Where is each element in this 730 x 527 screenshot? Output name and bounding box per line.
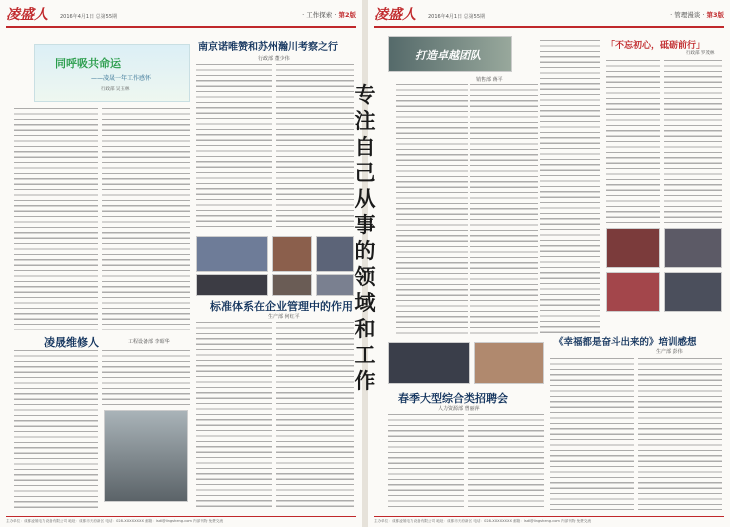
headline-initial-mind: 「不忘初心，砥砺前行」 [606,41,706,51]
left-issue-date: 2016年4月1日 总第55期 [60,14,118,20]
feature-banner-title: 同呼吸共命运 [55,57,121,70]
slogan-char: 从 [354,186,376,211]
training-text-col1 [550,358,634,510]
headline-study-trip: 南京诺唯赞和苏州瀚川考察之行 [198,42,338,53]
slogan-char: 事 [354,212,376,237]
byline-study-trip: 行政部 董少伟 [258,56,290,62]
feature-banner-byline: 行政部 吴玉林 [101,87,130,92]
byline-training-reflection: 生产部 彭伟 [656,349,683,355]
right-masthead [374,4,724,28]
vertical-slogan [351,82,379,394]
byline-job-fair: 人力资源部 曾丽萍 [438,406,480,412]
study-trip-text-col1 [196,64,272,230]
slogan-char: 注 [354,108,376,133]
left-page-number: 第2版 [338,11,356,19]
standards-text-col1 [196,322,272,510]
right-issue-date: 2016年4月1日 总第55期 [428,14,486,20]
photo-event-2 [664,228,722,268]
slogan-char: 工 [354,342,376,367]
slogan-char: 和 [354,316,376,341]
left-page [0,0,362,527]
byline-team-banner: 销售部 蒋平 [476,77,503,83]
right-footer: 主办单位：成都凌晟电力设备有限公司 地址：成都市天府新区 电话：028-XXXXXXXX 邮箱：lsdl@lingsheng.com 内部刊物 免费交流 [374,516,724,525]
headline-job-fair: 春季大型综合类招聘会 [398,392,508,405]
photo-event-1 [606,228,660,268]
slogan-char: 领 [354,264,376,289]
left-masthead [6,4,356,28]
byline-maintenance: 工程设备部 李昭华 [128,339,170,345]
right-page [368,0,730,527]
slogan-char: 作 [354,368,376,393]
right-page-number: 第3版 [706,11,724,19]
initial-mind-text-col1 [606,60,660,226]
left-section-label: · 工作探索 · 第2版 [302,11,356,19]
photo-meeting-6 [316,274,354,296]
team-banner-title: 打造卓越团队 [415,49,481,62]
right-section-name: 管理漫谈 [674,11,701,19]
photo-job-fair-1 [388,342,470,384]
job-fair-text-col1 [388,414,464,510]
photo-meeting-4 [196,274,268,296]
left-brand-logo: 凌盛人 [6,7,48,23]
middle-col-text [540,40,600,336]
team-list-text [470,84,538,336]
slogan-char: 己 [354,160,376,185]
headline-training-reflection: 《幸福都是奋斗出来的》培训感想 [554,337,697,348]
right-section-label: · 管理漫谈 · 第3版 [670,11,724,19]
slogan-char: 专 [354,82,376,107]
left-section-name: 工作探索 [306,11,333,19]
training-text-col2 [638,358,722,510]
byline-initial-mind: 行政部 罗茂林 [686,51,715,56]
left-footer: 主办单位：成都凌晟电力设备有限公司 地址：成都市天府新区 电话：028-XXXXXXXX 邮箱：lsdl@lingsheng.com 内部刊物 免费交流 [6,516,356,525]
headline-standards: 标准体系在企业管理中的作用 [210,300,353,313]
team-article-text [396,84,468,336]
slogan-char: 的 [354,238,376,263]
right-brand-logo: 凌盛人 [374,7,416,23]
job-fair-text-col2 [468,414,544,510]
photo-maintenance-site [104,410,188,502]
slogan-char: 自 [354,134,376,159]
photo-meeting-2 [272,236,312,272]
initial-mind-text-col2 [664,60,722,226]
standards-text-col2 [276,322,354,510]
slogan-char: 域 [354,290,376,315]
article-text-col1 [14,108,98,330]
photo-job-fair-2 [474,342,544,384]
feature-banner [34,44,190,102]
photo-meeting-1 [196,236,268,272]
maintenance-text-col2 [102,350,190,406]
photo-meeting-3 [316,236,354,272]
article-text-col2 [102,108,190,330]
photo-event-4 [664,272,722,312]
photo-meeting-5 [272,274,312,296]
feature-banner-subtitle: ——凌晟一年工作感怀 [91,75,152,82]
headline-maintenance: 凌晟维修人 [44,336,99,349]
team-banner-image [388,36,512,72]
byline-standards: 生产部 何红平 [268,314,300,320]
study-trip-text-col2 [276,64,354,230]
photo-event-3 [606,272,660,312]
maintenance-text-col1 [14,350,98,510]
